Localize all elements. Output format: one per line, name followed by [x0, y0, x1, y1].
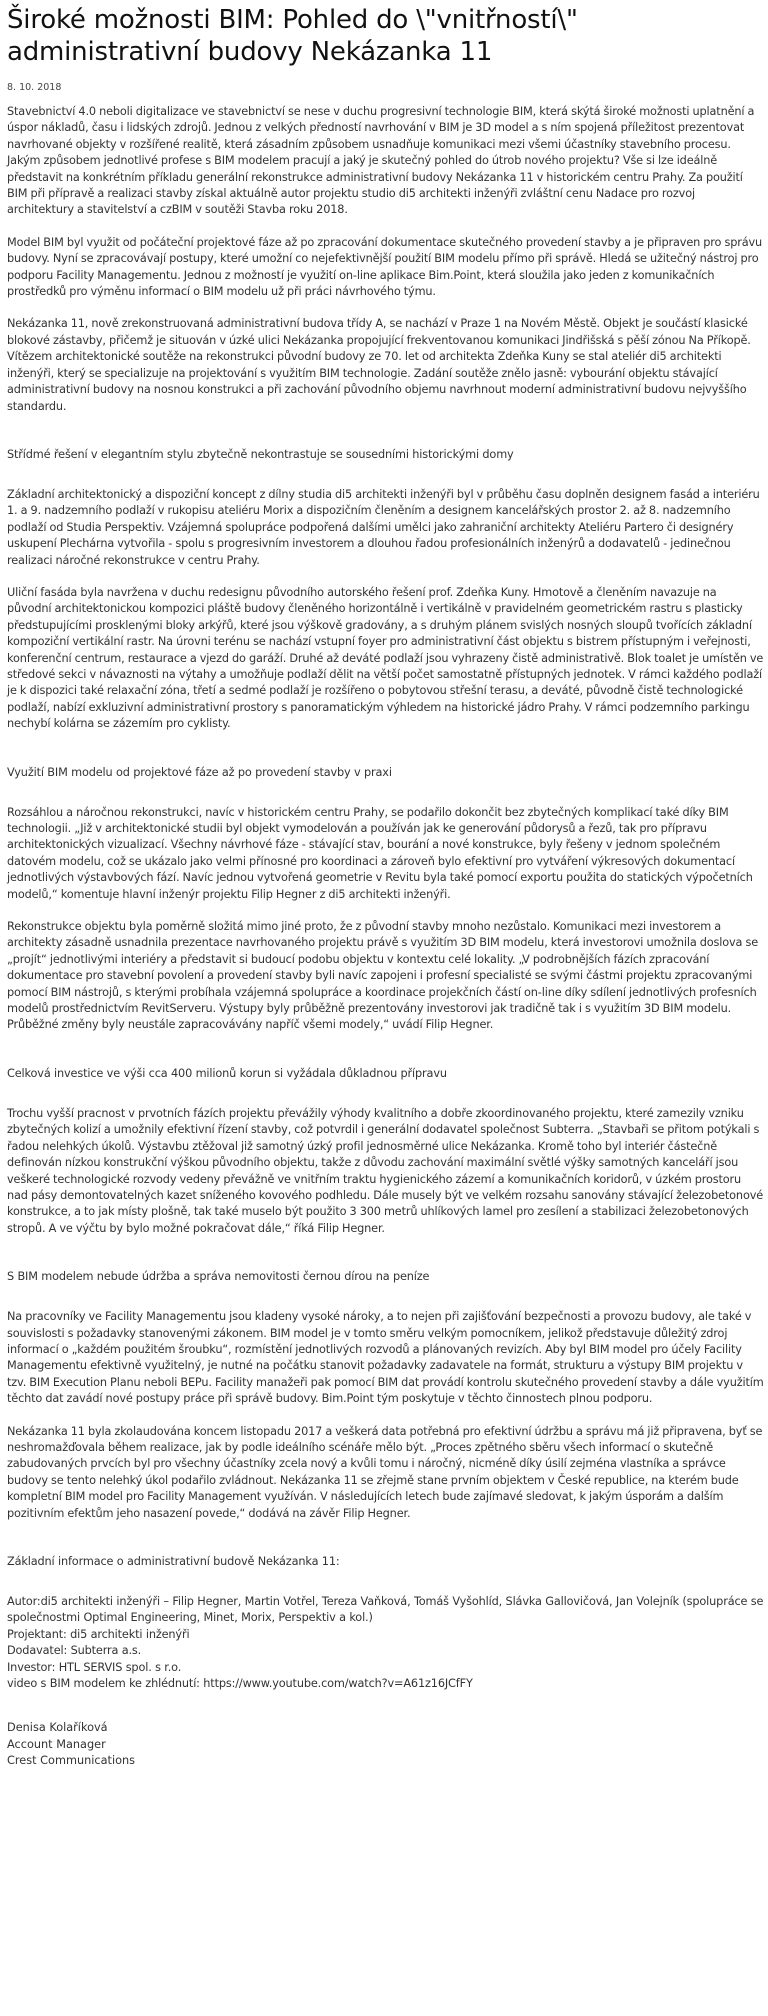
signature-company: Crest Communications: [7, 1754, 136, 1768]
paragraph-facility-management: Na pracovníky ve Facility Managementu jsou kladeny vysoké nároky, a to nejen při zajišťování bezpečnosti a provozu budovy, ale také v souvislosti s požadavky stanovenými zákonem. BIM model je v tomto směru velkým pomocníkem, jelikož představuje důležitý zdroj informací o „každém použitém šroubku“, rozmístění jednotlivých rozvodů a plánovaných revizích. Aby byl BIM model pro účely Facility Managementu efektivně využitelný, je nutné na počátku stanovit požadavky zadavatele na formát, strukturu a výstupy BIM projektu v tzv. BIM Execution Planu neboli BEPu. Facility manažeři pak pomocí BIM dat provádí kontrolu skutečného provedení stavby a dále využitím těchto dat zavádí nové postupy práce při správě budovy. Bim.Point tým poskytuje v těchto činnostech plnou podporu.: [7, 1310, 764, 1406]
section-spacer: [7, 749, 764, 765]
info-investor: Investor: HTL SERVIS spol. s r.o.: [7, 1660, 182, 1674]
paragraph-communication: Rekonstrukce objektu byla poměrně složitá mimo jiné proto, že z původní stavby mnoho nezůstalo. Komunikaci mezi investorem a architekty zásadně usnadnila prezentace navrhovaného projektu právě s využitím 3D BIM modelu, která investorovi umožnila doslova se „projít“ jednotlivými interiéry a představit si budoucí podobu objektu v kontextu celé lokality. „V podrobnějších fázích zpracování dokumentace pro stavební povolení a provedení stavby byli navíc zapojeni i profesní specialisté se svými částmi projektu zpracovanými pomocí BIM nástrojů, s kterými probíhala vzájemná spolupráce a koordinace projekčních částí on-line díky sdílení jednotlivých profesních modelů prostřednictvím RevitServeru. Výstupy byly průběžně prezentovány investorovi jak tradičně tak i s využitím 3D BIM modelu. Průběžné změny byly neustále zapracovávány napříč všemi modely,“ uvádí Filip Hegner.: [7, 920, 758, 1032]
section-heading-basic-info: Základní informace o administrativní budově Nekázanka 11:: [7, 1555, 340, 1568]
section-spacer: [7, 1538, 764, 1554]
info-supplier: Dodavatel: Subterra a.s.: [7, 1644, 142, 1658]
section-heading-investment: Celková investice ve výši cca 400 milionů korun si vyžádala důkladnou přípravu: [7, 1066, 447, 1080]
paragraph-facade: Uliční fasáda byla navržena v duchu redesignu původního autorského řešení prof. Zdeňka Kuny. Hmotově a členěním navazuje na původní architektonickou kompozici pláště budovy členěného horizontálně i vertikálně v pravidelném geometrickém rastru s plasticky předstupujícími prosklenými bloky arkýřů, které jsou výškově gradovány, a s druhým plánem svislých nosných sloupů tvořících základní kompoziční vertikální rastr. Na úrovni terénu se nachází vstupní foyer pro administrativní část objektu s bistrem přístupným i veřejnosti, konferenční centrum, restaurace a vjezd do garáží. Druhé až deváté podlaží jsou vyhrazeny čistě administrativě. Blok toalet je umístěn ve středové sekci v návaznosti na výtahy a umožňuje podlaží dělit na větší počet samostatně přístupných jednotek. V rámci každého podlaží je k dispozici také relaxační zóna, třetí a sedmé podlaží je rozšířeno o pobytovou střešní terasu, a deváté, původně čistě technologické podlaží, nabízí exkluzivní administrativní prostory s panoramatickým výhledem na historické jádro Prahy. V rámci podzemního parkingu nechybí kolárna se zázemím pro cyklisty.: [7, 585, 764, 731]
section-heading-facility: S BIM modelem nebude údržba a správa nemovitosti černou dírou na peníze: [7, 1270, 430, 1284]
paragraph-handover: Nekázanka 11 byla zkolaudována koncem listopadu 2017 a veškerá data potřebná pro efektivní údržbu a správu má již připravena, byť se neshromažďovala během realizace, jak by podle ideálního scénáře mělo být. „Proces zpětného sběru všech informací o skutečně zabudovaných prvcích byl pro všechny účastníky zcela nový a kvůli tomu i náročný, nicméně díky úsilí zejména vlastníka a správce budovy se tento nelehký úkol podařilo zvládnout. Nekázanka 11 se zřejmě stane prvním objektem v České republice, na kterém bude kompletní BIM model pro Facility Management využíván. V následujících letech bude zajímavé sledovat, k jakým úsporám a dalším pozitivním efektům jeho nasazení povede,“ dodává na závěr Filip Hegner.: [7, 1424, 763, 1520]
signature-name: Denisa Kolaříková: [7, 1721, 108, 1735]
info-authors: Autor:di5 architekti inženýři – Filip Hegner, Martin Votřel, Tereza Vaňková, Tomáš Vyšohlíd, Slávka Gallovičová, Jan Volejník (spolupráce se společnostmi Optimal Engineering, Minet, Morix, Perspektiv a kol.): [7, 1595, 764, 1625]
info-video-link[interactable]: video s BIM modelem ke zhlédnutí: https://www.youtube.com/watch?v=A61z16JCfFY: [7, 1677, 473, 1691]
paragraph-concept: Základní architektonický a dispoziční koncept z dílny studia di5 architekti inženýři byl v průběhu času doplněn designem fasád a interiéru 1. a 9. nadzemního podlaží v rukopisu ateliéru Morix a dispozičním členěním a designem kancelářských prostor 2. až 8. nadzemního podlaží od Studia Perspektiv. Vzájemná spolupráce podpořená dalšími umělci jako zahraniční architekty Ateliéru Partero či designéry uskupení Plechárna vytvořila - spolu s progresivním investorem a dlouhou řadou profesionálních inženýrů a dodavatelů - jedinečnou realizaci náročné rekonstrukce v centru Prahy.: [7, 487, 760, 567]
building-info: [7, 1594, 764, 1692]
section-spacer: [7, 1253, 764, 1269]
info-designer: Projektant: di5 architekti inženýři: [7, 1627, 190, 1641]
signature: [7, 1720, 764, 1769]
publish-date: 8. 10. 2018: [7, 82, 62, 93]
paragraph-location: Nekázanka 11, nově zrekonstruovaná administrativní budova třídy A, se nachází v Praze 1 na Novém Městě. Objekt je součástí klasické blokové zástavby, přičemž je situován v úzké ulici Nekázanka propojující frekventovanou komunikaci Jindřišská s pěší zónou Na Příkopě. Vítězem architektonické soutěže na rekonstrukci původní budovy ze 70. let od architekta Zdeňka Kuny se stal ateliér di5 architekti inženýři, který se specializuje na projektování s využitím BIM technologie. Zadání soutěže znělo jasně: vybourání objektu stávající administrativní budovy na nosnou konstrukci a při zachování původního objemu navrhnout moderní administrativní budovu nejvyššího standardu.: [7, 317, 751, 413]
section-heading-bim-use: Využití BIM modelu od projektové fáze až po provedení stavby v praxi: [7, 765, 392, 779]
paragraph-reconstruction: Rozsáhlou a náročnou rekonstrukci, navíc v historickém centru Prahy, se podařilo dokončit bez zbytečných komplikací také díky BIM technologii. „Již v architektonické studii byl objekt vymodelován a používán jak ke generování půdorysů a řezů, tak pro přípravu architektonických vizualizací. Všechny návrhové fáze - stávající stav, bourání a nové konstrukce, byly řešeny v jednom společném datovém modelu, což se ukázalo jako velmi přínosné pro koordinaci a zároveň bylo efektivní pro vytváření výkresových dokumentací jednotlivých výstavbových fází. Navíc jednou vytvořená geometrie v Revitu byla také pomocí exportu použita do statických výpočetních modelů,“ komentuje hlavní inženýr projektu Filip Hegner z di5 architekti inženýři.: [7, 805, 753, 901]
paragraph-construction: Trochu vyšší pracnost v prvotních fázích projektu převážily výhody kvalitního a dobře zkoordinovaného projektu, které zamezily vzniku zbytečných kolizí a umožnily efektivní řízení stavby, což potvrdil i generální dodavatel společnost Subterra. „Stavbaři se přitom potýkali s řadou nelehkých úkolů. Výstavbu ztěžoval již samotný úzký profil jednosměrné ulice Nekázanka. Kromě toho byl interiér částečně definován nízkou konstrukční výškou původního objektu, takže z důvodu zachování maximální světlé výšky samotných kanceláří jsou veškeré technologické rozvody vedeny převážně ve vnitřním traktu hygienického zázemí a komunikačních koridorů, v úzkém prostoru nad pásy demontovatelných kazet sníženého kovového podhledu. Dále musely být ve velkém rozsahu sanovány stávající železobetonové konstrukce, a to jak místy plošně, tak také muselo být použito 3 300 metrů uhlíkových lamel pro zesílení a stabilizaci železobetonových stropů. A ve výčtu by bylo možné pokračovat dále,“ říká Filip Hegner.: [7, 1106, 764, 1235]
paragraph-intro: Stavebnictví 4.0 neboli digitalizace ve stavebnictví se nese v duchu progresivní technologie BIM, která skýtá široké možnosti uplatnění a úspor nákladů, času i lidských zdrojů. Jednou z velkých předností navrhování v BIM je 3D model a s ním spojená příležitost prezentovat navrhované objekty v rozšířené realitě, která zásadním způsobem usnadňuje komunikaci mezi všemi účastníky stavebního procesu. Jakým způsobem jednotlivé profese s BIM modelem pracují a jaký je skutečný pohled do útrob nového projektu? Vše si lze ideálně představit na konkrétním příkladu generální rekonstrukce administrativní budovy Nekázanka 11 v historickém centru Prahy. Za použití BIM při přípravě a realizaci stavby získal aktuálně autor projektu studio di5 architekti inženýři zvláštní cenu Nadace pro rozvoj architektury a stavitelství a czBIM v soutěži Stavba roku 2018.: [7, 105, 755, 217]
article-title: Široké možnosti BIM: Pohled do \"vnitřností\" administrativní budovy Nekázanka 11: [7, 5, 578, 67]
section-spacer: [7, 1050, 764, 1066]
signature-role: Account Manager: [7, 1737, 106, 1751]
section-spacer: [7, 431, 764, 447]
section-heading-style: Střídmé řešení v elegantním stylu zbytečně nekontrastuje se sousedními historickými domy: [7, 447, 514, 461]
paragraph-bim-model: Model BIM byl využit od počáteční projektové fáze až po zpracování dokumentace skutečného provedení stavby a je připraven pro správu budovy. Nyní se zpracovávají postupy, které umožní co nejefektivnější použití BIM modelu přímo při správě. Hledá se užitečný nástroj pro podporu Facility Managementu. Jednou z možností je využití on-line aplikace Bim.Point, která sloužila jako jeden z komunikačních prostředků pro výměnu informací o BIM modelu už při práci návrhového týmu.: [7, 235, 763, 299]
